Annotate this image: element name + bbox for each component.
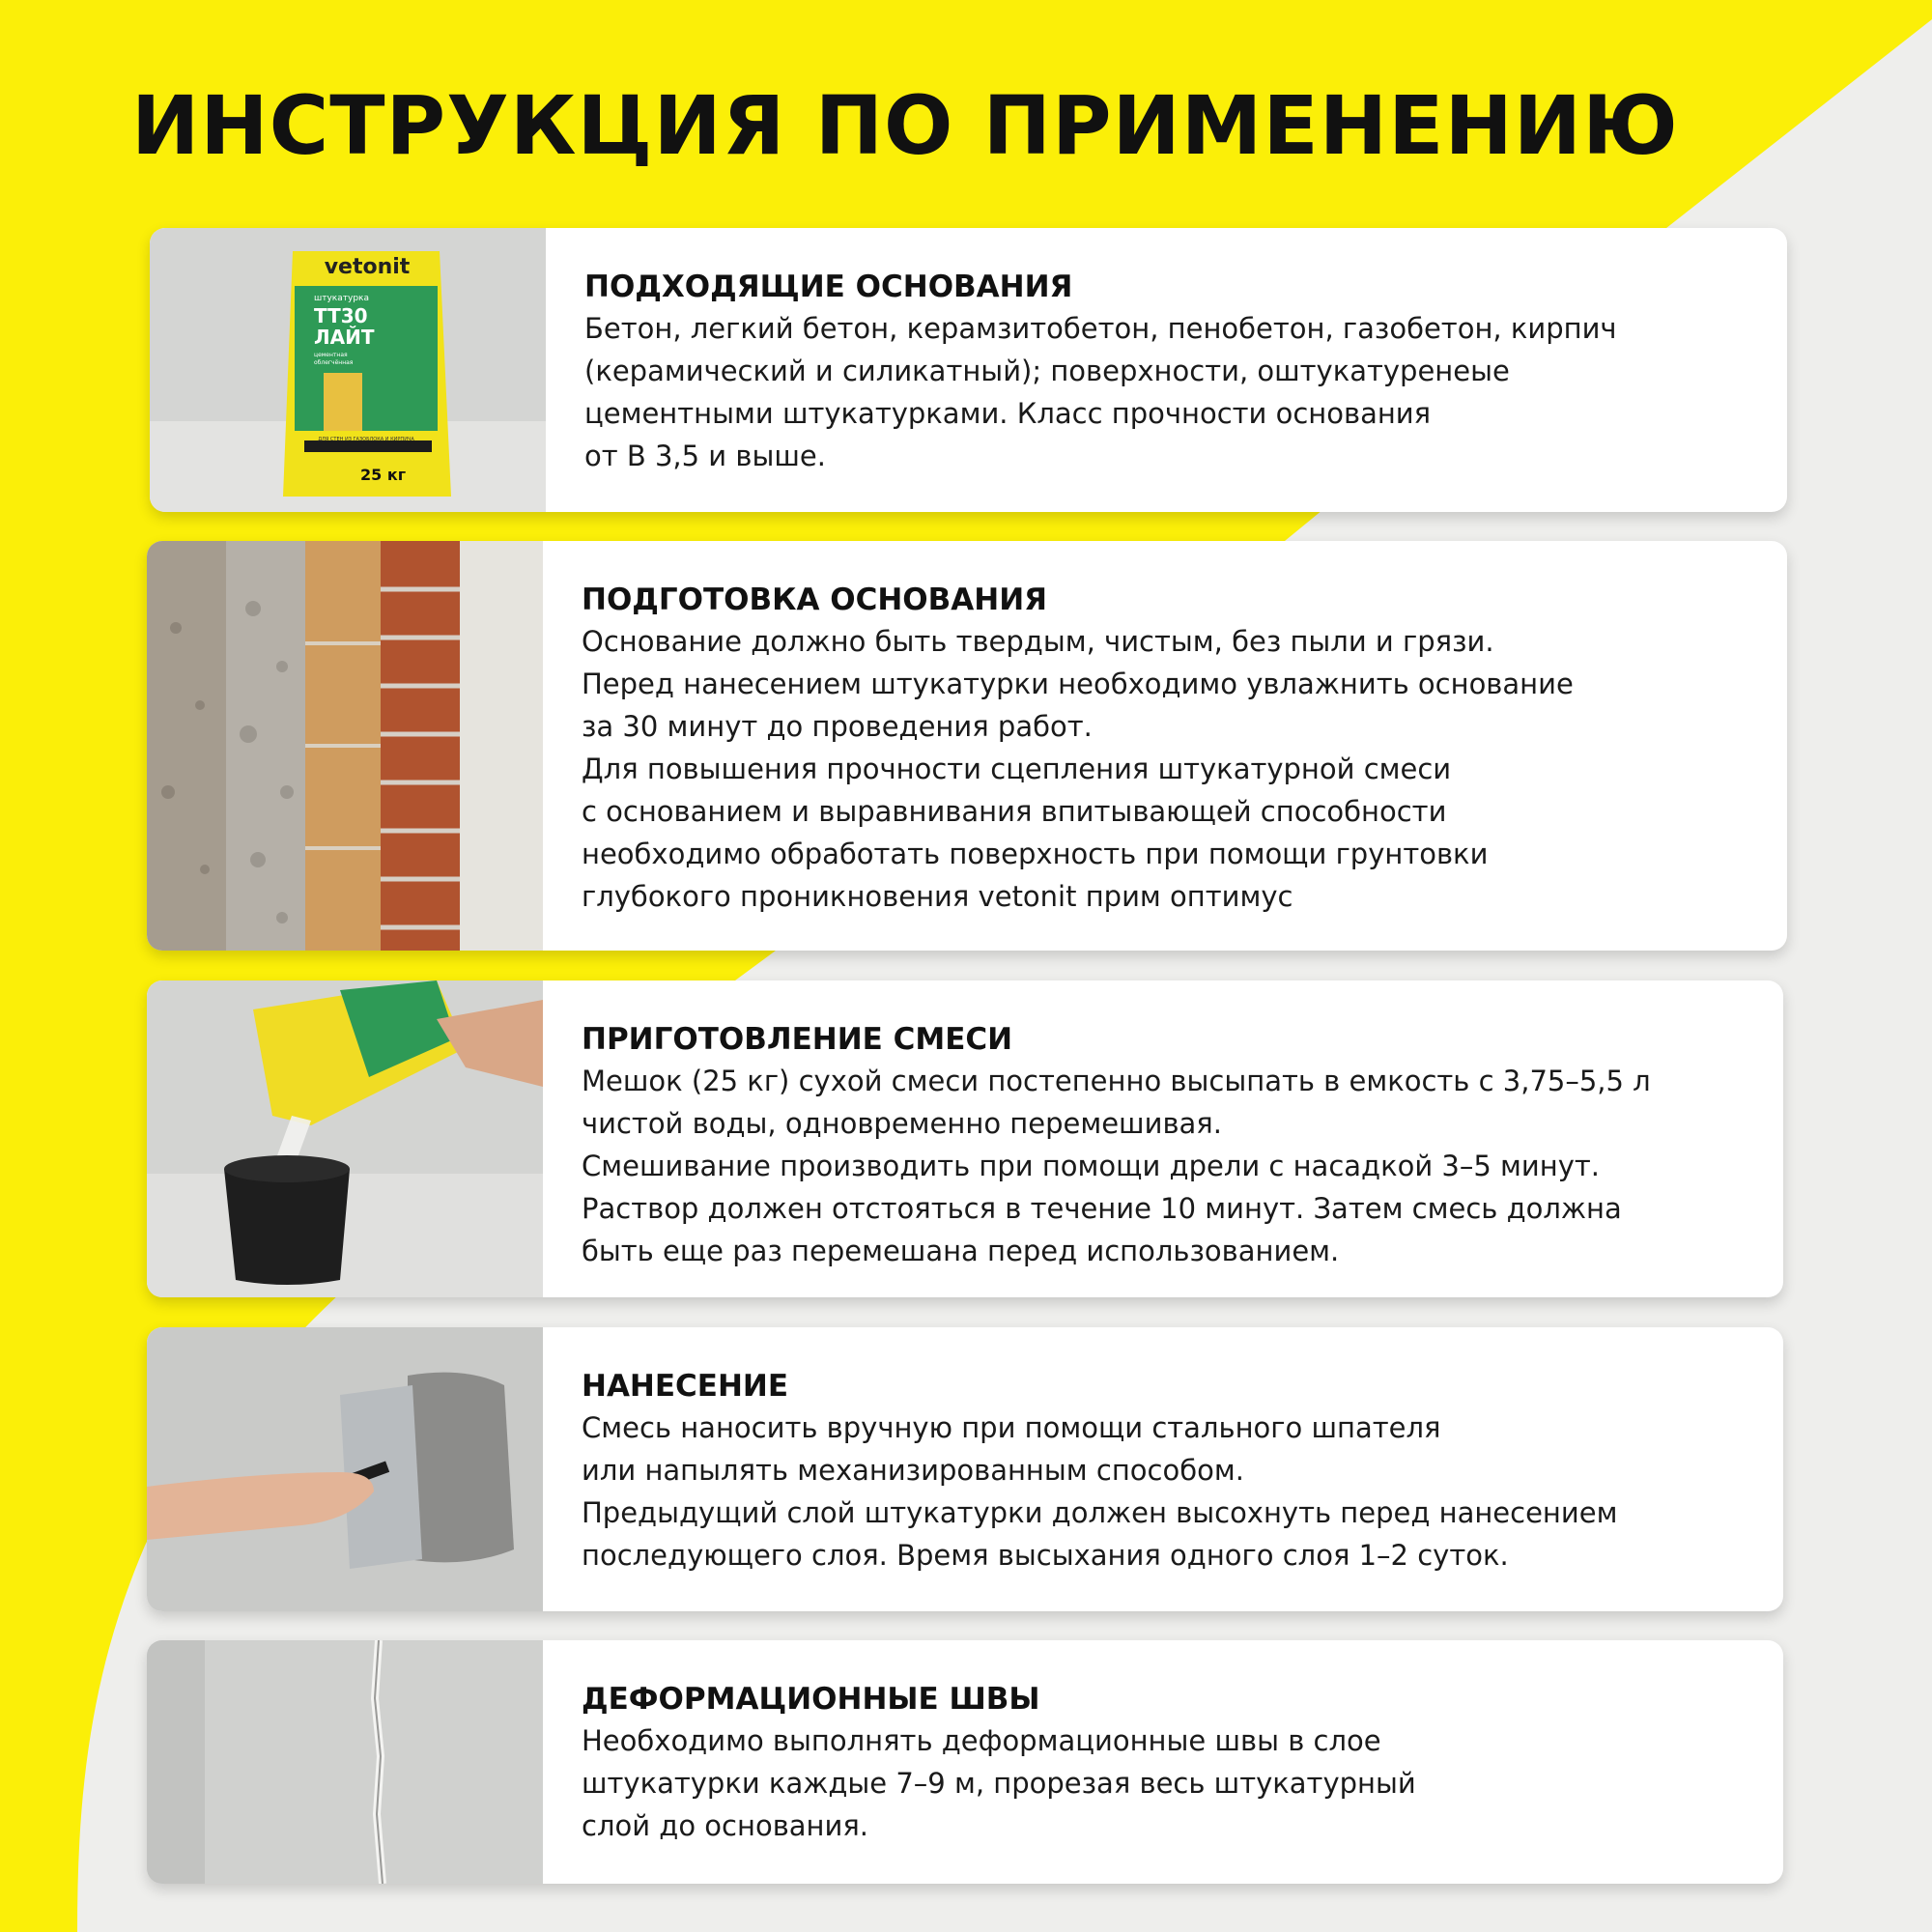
product-bag-image	[150, 228, 546, 512]
section-text	[582, 580, 1768, 918]
section-heading: ПОДХОДЯЩИЕ ОСНОВАНИЯ	[584, 270, 1073, 304]
section-line: Перед нанесением штукатурки необходимо увлажнить основание	[582, 668, 1574, 700]
section-card-mix-preparation	[147, 980, 1783, 1297]
section-line: цементными штукатурками. Класс прочности основания	[584, 397, 1432, 430]
section-heading: НАНЕСЕНИЕ	[582, 1369, 789, 1404]
pouring-mix-image	[147, 980, 543, 1297]
section-text	[582, 1679, 1764, 1847]
section-line: Бетон, легкий бетон, керамзитобетон, пенобетон, газобетон, кирпич	[584, 312, 1617, 345]
section-line: Необходимо выполнять деформационные швы в слое	[582, 1724, 1381, 1757]
section-card-expansion-joints	[147, 1640, 1783, 1884]
spatula-application-image	[147, 1327, 543, 1611]
section-line: необходимо обработать поверхность при помощи грунтовки	[582, 838, 1489, 870]
section-line: или напылять механизированным способом.	[582, 1454, 1244, 1487]
section-line: за 30 минут до проведения работ.	[582, 710, 1093, 743]
section-line: глубокого проникновения vetonit прим оптимус	[582, 880, 1293, 913]
section-heading: ПРИГОТОВЛЕНИЕ СМЕСИ	[582, 1022, 1013, 1057]
product-subtitle-label: штукатурка	[314, 294, 369, 303]
product-tagline-label: цементная облегчённая	[314, 352, 354, 366]
section-line: Основание должно быть твердым, чистым, без пыли и грязи.	[582, 625, 1494, 658]
page-title: ИНСТРУКЦИЯ ПО ПРИМЕНЕНИЮ	[131, 78, 1679, 173]
section-line: от В 3,5 и выше.	[584, 440, 826, 472]
section-line: последующего слоя. Время высыхания одного слоя 1–2 суток.	[582, 1539, 1509, 1572]
expansion-joint-image	[147, 1640, 543, 1884]
section-heading: ПОДГОТОВКА ОСНОВАНИЯ	[582, 582, 1048, 617]
product-name-line1: TT30	[314, 304, 368, 327]
section-line: слой до основания.	[582, 1809, 869, 1842]
product-note-label: ДЛЯ СТЕН ИЗ ГАЗОБЛОКА И КИРПИЧА	[318, 437, 414, 442]
product-name-line2: ЛАЙТ	[314, 326, 375, 349]
section-line: чистой воды, одновременно перемешивая.	[582, 1107, 1222, 1140]
section-line: Смесь наносить вручную при помощи стального шпателя	[582, 1411, 1441, 1444]
section-line: Предыдущий слой штукатурки должен высохнуть перед нанесением	[582, 1496, 1618, 1529]
wall-materials-image	[147, 541, 543, 951]
section-line: Раствор должен отстояться в течение 10 минут. Затем смесь должна	[582, 1192, 1622, 1225]
product-weight-label: 25 кг	[360, 466, 407, 484]
product-brand-label: vetonit	[324, 255, 411, 279]
section-card-base-preparation	[147, 541, 1787, 951]
section-card-application	[147, 1327, 1783, 1611]
section-text	[582, 1019, 1764, 1272]
section-line: (керамический и силикатный); поверхности, оштукатуренеые	[584, 355, 1510, 387]
section-line: штукатурки каждые 7–9 м, прорезая весь штукатурный	[582, 1767, 1416, 1800]
section-line: Мешок (25 кг) сухой смеси постепенно высыпать в емкость с 3,75–5,5 л	[582, 1065, 1651, 1097]
section-text	[584, 267, 1768, 477]
section-card-suitable-bases	[150, 228, 1787, 512]
section-line: с основанием и выравнивания впитывающей способности	[582, 795, 1447, 828]
section-heading: ДЕФОРМАЦИОННЫЕ ШВЫ	[582, 1682, 1040, 1717]
section-line: быть еще раз перемешана перед использованием.	[582, 1235, 1340, 1267]
section-text	[582, 1366, 1764, 1577]
section-line: Смешивание производить при помощи дрели с насадкой 3–5 минут.	[582, 1150, 1600, 1182]
section-line: Для повышения прочности сцепления штукатурной смеси	[582, 753, 1452, 785]
